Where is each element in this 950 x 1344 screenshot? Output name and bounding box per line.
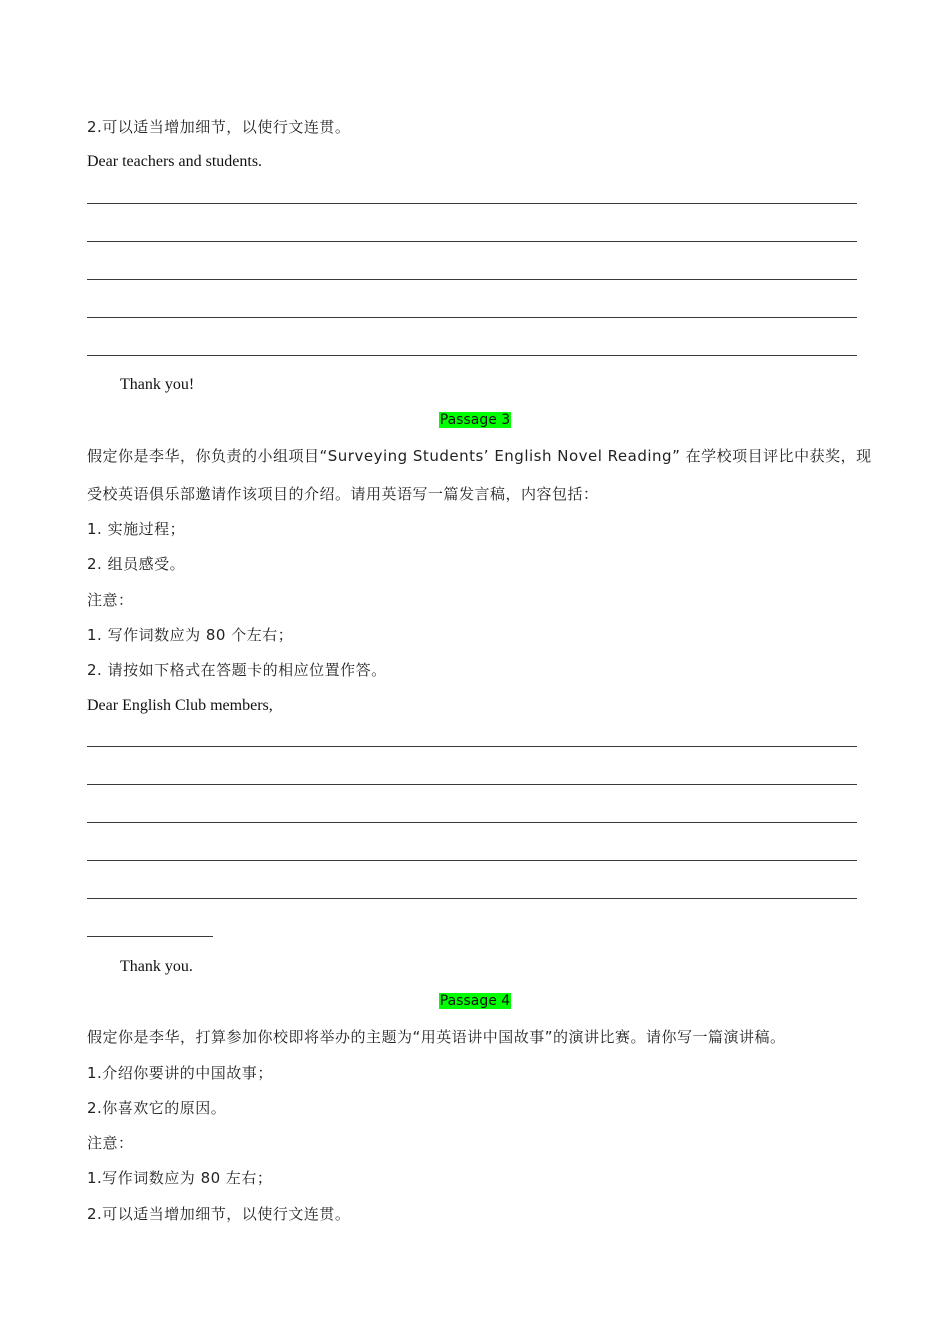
passage3-answer-line-1[interactable] — [87, 746, 857, 747]
passage2-answer-line-1[interactable] — [87, 203, 857, 204]
passage3-notes-label: 注意： — [87, 591, 134, 609]
passage4-content-item-2: 2.你喜欢它的原因。 — [87, 1099, 227, 1117]
passage3-answer-line-3[interactable] — [87, 822, 857, 823]
passage4-prompt-line-1: 假定你是李华，打算参加你校即将举办的主题为“用英语讲中国故事”的演讲比赛。请你写一篇演讲稿。 — [87, 1028, 786, 1046]
passage2-closing: Thank you! — [120, 376, 195, 393]
passage2-answer-line-4[interactable] — [87, 317, 857, 318]
passage4-heading — [87, 991, 863, 1011]
passage3-answer-line-short[interactable] — [87, 936, 213, 937]
passage2-answer-line-5[interactable] — [87, 355, 857, 356]
passage3-answer-line-2[interactable] — [87, 784, 857, 785]
passage3-answer-line-5[interactable] — [87, 898, 857, 899]
passage3-content-item-1: 1. 实施过程； — [87, 520, 186, 538]
passage3-heading-label: Passage 3 — [439, 412, 511, 428]
passage3-note-2: 2. 请按如下格式在答题卡的相应位置作答。 — [87, 661, 387, 679]
passage3-greeting: Dear English Club members, — [87, 697, 273, 714]
passage4-note-1: 1.写作词数应为 80 左右； — [87, 1169, 273, 1187]
passage2-answer-line-2[interactable] — [87, 241, 857, 242]
passage3-heading — [87, 410, 863, 430]
passage4-note-2: 2.可以适当增加细节，以使行文连贯。 — [87, 1205, 351, 1223]
passage3-prompt-line-1: 假定你是李华，你负责的小组项目“Surveying Students’ English Novel Reading” 在学校项目评比中获奖，现 — [87, 447, 872, 465]
passage2-greeting: Dear teachers and students. — [87, 153, 263, 170]
passage3-answer-line-4[interactable] — [87, 860, 857, 861]
passage2-answer-line-3[interactable] — [87, 279, 857, 280]
passage3-prompt-line-2: 受校英语俱乐部邀请作该项目的介绍。请用英语写一篇发言稿，内容包括： — [87, 485, 599, 503]
passage2-note-item-2: 2.可以适当增加细节，以使行文连贯。 — [87, 118, 351, 136]
passage3-closing: Thank you. — [120, 958, 193, 975]
passage4-notes-label: 注意： — [87, 1134, 134, 1152]
passage3-content-item-2: 2. 组员感受。 — [87, 555, 186, 573]
passage4-content-item-1: 1.介绍你要讲的中国故事； — [87, 1064, 273, 1082]
passage3-note-1: 1. 写作词数应为 80 个左右； — [87, 626, 294, 644]
passage4-heading-label: Passage 4 — [439, 993, 511, 1009]
